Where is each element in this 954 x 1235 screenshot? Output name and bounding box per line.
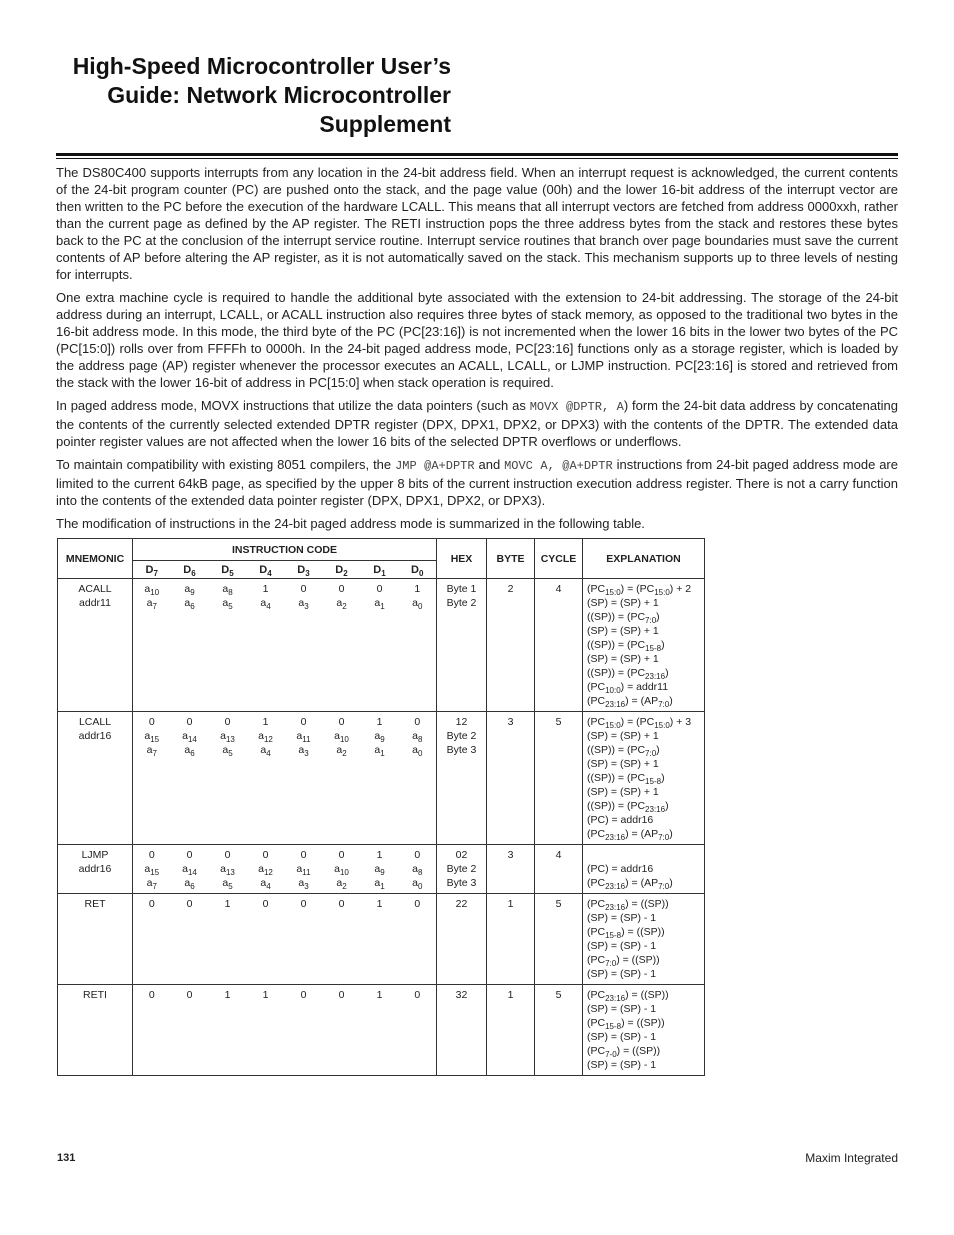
cell-bit-d3: 0 $a_3$ [285,579,323,712]
cell-bit-d2: 0 $a_{10}$ $a_2$ [323,712,361,845]
title-line-1: High-Speed Microcontroller User’s [72,53,451,79]
cell-bit-d7: 0 $a_{15}$ $a_7$ [133,845,171,894]
instruction-table-body [58,579,705,1076]
cell-bit-d1: 1 [361,985,399,1076]
header-d5: $D_5$ [209,561,247,579]
code-movx: MOVX @DPTR, A [529,400,624,414]
title-rule-thick [56,153,898,156]
cell-mnemonic: RETI [58,985,133,1076]
cell-bit-d1: 1 $a_9$ $a_1$ [361,712,399,845]
cell-mnemonic: RET [58,894,133,985]
cell-bit-d6: 0 [171,985,209,1076]
cell-bit-d4: 1 [247,985,285,1076]
header-d3: $D_3$ [285,561,323,579]
cell-hex: 32 [437,985,487,1076]
header-byte: BYTE [487,539,535,579]
title-rule-thin [56,158,898,159]
cell-bit-d0: 1 $a_0$ [399,579,437,712]
page-title [31,52,451,139]
company-name: Maxim Integrated [805,1151,898,1165]
cell-bit-d1: 1 [361,894,399,985]
paragraph-5: The modification of instructions in the 24-bit paged address mode is summarized in the following table. [56,516,645,531]
cell-bit-d5: 0 $a_{13}$ $a_5$ [209,712,247,845]
cell-bit-d7: 0 [133,894,171,985]
cell-hex: Byte 1 Byte 2 [437,579,487,712]
cell-cycle: 4 [535,845,583,894]
cell-hex: 02 Byte 2 Byte 3 [437,845,487,894]
body-text [56,164,898,538]
cell-explanation: $(PC_{15:0}) = (PC_{15:0}) + 2$ (SP) = (SP) + 1 $((SP)) = (PC_{7:0})$ (SP) = (SP) + 1 $((SP)) = (PC_{15-8})$ (SP) = (SP) + 1 $((SP)) = (PC_{23:16})$ $(PC_{10:0})$ = addr11 $(PC_{23:16}) = (AP_{7:0})$ [583,579,705,712]
cell-bit-d0: 0 [399,894,437,985]
cell-mnemonic: LJMP addr16 [58,845,133,894]
cell-hex: 22 [437,894,487,985]
cell-hex: 12 Byte 2 Byte 3 [437,712,487,845]
code-movc: MOVC A, @A+DPTR [504,459,613,473]
paragraph-4: To maintain compatibility with existing 8051 compilers, the JMP @A+DPTR and MOVC A, @A+DPTR instructions from 24-bit paged address mode are limited to the current 64kB page, as specified by the upper 8 bits of the current instruction execution address register. There is not a carry function into the contents of the extended data pointer register (DPX, DPX1, DPX2, or DPX3). [56,457,898,508]
paragraph-1: The DS80C400 supports interrupts from any location in the 24-bit address field. When an interrupt request is acknowledged, the current contents of the 24-bit program counter (PC) are pushed onto the stack, and the page value (00h) and the lower 16-bit address of the interrupt vector are then written to the PC before the execution of the hardware LCALL. This means that all interrupt vectors are fetched from address 0000xxh, rather than the current page as defined by the AP register. The RETI instruction pops the three address bytes from the stack and restores these bytes back to the PC at the conclusion of the interrupt service routine. Interrupt service routines that branch over page boundaries must save the current contents of AP before altering the AP register, as it is not automatically saved on the stack. This mechanism supports up to three levels of nesting for interrupts. [56,165,898,282]
paragraph-2: One extra machine cycle is required to handle the additional byte associated with the extension to 24-bit addressing. The storage of the 24-bit address during an interrupt, LCALL, or ACALL instruction also requires three bytes of stack memory, as opposed to the traditional two bytes in the 16-bit address mode. In this mode, the third byte of the PC (PC[23:16]) is not incremented when the lower 16 bits in the lower two bytes of the PC (PC[15:0]) rolls over from FFFFh to 0000h. In the 24-bit paged address mode, PC[23:16] functions only as a storage register, which is loaded by the address page (AP) register whenever the processor executes an ACALL, LCALL, or LJMP instruction. PC[23:16] is stored and retrieved from the stack with the lower 16-bit of address in PC[15:0] when stack operation is required. [56,290,898,390]
cell-byte: 3 [487,845,535,894]
header-cycle: CYCLE [535,539,583,579]
table-row [58,985,705,1076]
cell-explanation: $(PC_{15:0}) = (PC_{15:0}) + 3$ (SP) = (SP) + 1 $((SP)) = (PC_{7:0})$ (SP) = (SP) + 1 $((SP)) = (PC_{15-8})$ (SP) = (SP) + 1 $((SP)) = (PC_{23:16})$ (PC) = addr16 $(PC_{23:16}) = (AP_{7:0})$ [583,712,705,845]
cell-explanation: $(PC_{23:16}) = ((SP))$ (SP) = (SP) - 1 $(PC_{15-8}) = ((SP))$ (SP) = (SP) - 1 $(PC_{7-0}) = ((SP))$ (SP) = (SP) - 1 [583,985,705,1076]
title-line-3: Supplement [319,111,451,137]
cell-cycle: 5 [535,894,583,985]
cell-cycle: 5 [535,712,583,845]
cell-mnemonic: ACALL addr11 [58,579,133,712]
code-jmp: JMP @A+DPTR [395,459,475,473]
cell-bit-d7: 0 [133,985,171,1076]
cell-bit-d6: $a_9$ $a_6$ [171,579,209,712]
instruction-table [57,538,705,1076]
cell-bit-d3: 0 [285,894,323,985]
cell-bit-d5: $a_8$ $a_5$ [209,579,247,712]
cell-byte: 2 [487,579,535,712]
paragraph-3: In paged address mode, MOVX instructions that utilize the data pointers (such as MOVX @DPTR, A) form the 24-bit data address by concatenating the contents of the currently selected extended DPTR register (DPX, DPX1, DPX2, or DPX3) with the contents of the DPTR. The extended data pointer register values are not affected when the lower 16 bits of the selected DPTR overflows or underflows. [56,398,899,449]
table-row [58,845,705,894]
cell-bit-d0: 0 [399,985,437,1076]
cell-bit-d7: 0 $a_{15}$ $a_7$ [133,712,171,845]
table-row [58,894,705,985]
cell-byte: 3 [487,712,535,845]
cell-bit-d5: 1 [209,985,247,1076]
cell-byte: 1 [487,985,535,1076]
cell-explanation: (PC) = addr16 $(PC_{23:16}) = (AP_{7:0})$ [583,845,705,894]
cell-bit-d7: $a_{10}$ $a_7$ [133,579,171,712]
cell-bit-d3: 0 $a_{11}$ $a_3$ [285,845,323,894]
cell-bit-d0: 0 $a_8$ $a_0$ [399,712,437,845]
cell-bit-d5: 0 $a_{13}$ $a_5$ [209,845,247,894]
cell-bit-d0: 0 $a_8$ $a_0$ [399,845,437,894]
header-d6: $D_6$ [171,561,209,579]
header-instruction-code: INSTRUCTION CODE [133,539,437,561]
header-mnemonic: MNEMONIC [58,539,133,579]
header-d7: $D_7$ [133,561,171,579]
cell-mnemonic: LCALL addr16 [58,712,133,845]
cell-bit-d3: 0 $a_{11}$ $a_3$ [285,712,323,845]
header-d4: $D_4$ [247,561,285,579]
cell-bit-d1: 1 $a_9$ $a_1$ [361,845,399,894]
cell-bit-d3: 0 [285,985,323,1076]
table-row [58,712,705,845]
header-d0: $D_0$ [399,561,437,579]
cell-bit-d1: 0 $a_1$ [361,579,399,712]
header-d2: $D_2$ [323,561,361,579]
cell-explanation: $(PC_{23:16}) = ((SP))$ (SP) = (SP) - 1 $(PC_{15-8}) = ((SP))$ (SP) = (SP) - 1 $(PC_{7:0}) = ((SP))$ (SP) = (SP) - 1 [583,894,705,985]
cell-bit-d4: 1 $a_4$ [247,579,285,712]
cell-bit-d2: 0 [323,894,361,985]
cell-bit-d2: 0 [323,985,361,1076]
table-row [58,579,705,712]
header-explanation: EXPLANATION [583,539,705,579]
page-number: 131 [57,1152,76,1164]
cell-bit-d6: 0 $a_{14}$ $a_6$ [171,712,209,845]
cell-byte: 1 [487,894,535,985]
cell-bit-d2: 0 $a_{10}$ $a_2$ [323,845,361,894]
cell-bit-d2: 0 $a_2$ [323,579,361,712]
title-line-2: Guide: Network Microcontroller [107,82,451,108]
cell-cycle: 4 [535,579,583,712]
header-hex: HEX [437,539,487,579]
header-d1: $D_1$ [361,561,399,579]
cell-bit-d6: 0 $a_{14}$ $a_6$ [171,845,209,894]
cell-bit-d4: 1 $a_{12}$ $a_4$ [247,712,285,845]
cell-bit-d5: 1 [209,894,247,985]
cell-cycle: 5 [535,985,583,1076]
cell-bit-d4: 0 [247,894,285,985]
cell-bit-d6: 0 [171,894,209,985]
cell-bit-d4: 0 $a_{12}$ $a_4$ [247,845,285,894]
